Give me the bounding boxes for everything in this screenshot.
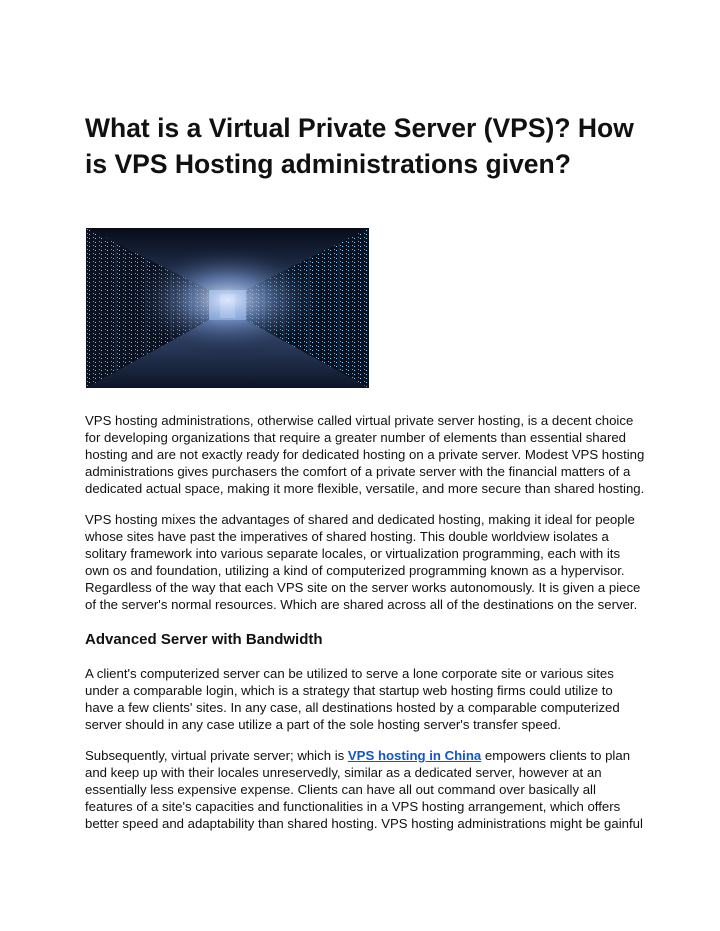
vps-hosting-china-link[interactable]: VPS hosting in China [347,748,482,763]
page-title: What is a Virtual Private Server (VPS)? How is VPS Hosting administrations given? [85,113,634,179]
paragraph-1: VPS hosting administrations, otherwise called virtual private server hosting, is a decent choice for developing organizations that require a greater number of elements than essential shared hosting and are not exactly ready for dedicated hosting on a private server. Modest VPS hosting administrations gives purchasers the comfort of a private server with the financial matters of a dedicated actual space, making it more flexible, versatile, and more secure than shared hosting. [85,413,645,496]
paragraph-2: VPS hosting mixes the advantages of shared and dedicated hosting, making it ideal for people whose sites have past the imperatives of shared hosting. This double worldview isolates a solitary framework into various separate locales, or virtualization programming, each with its own os and foundation, utilizing a kind of computerized programming known as a hypervisor. Regardless of the way that each VPS site on the server works autonomously. It is given a piece of the server's normal resources. Which are shared across all of the destinations on the server. [85,512,641,612]
paragraph-4 [85,747,645,832]
paragraph-4-text-end: empowers clients to plan and keep up with their locales unreservedly, similar as a dedicated server, however at an essentially less expensive expense. Clients can have all out command over basically all features of a site's capacities and functionalities in a VPS hosting arrangement, which offers better speed and adaptability than shared hosting. VPS hosting administrations might be gainful [85,748,643,831]
paragraph-4-text-start: Subsequently, virtual private server; which is [85,748,348,763]
paragraph-3: A client's computerized server can be utilized to serve a lone corporate site or various sites under a comparable login, which is a strategy that startup web hosting firms could utilize to have a few clients' sites. In any case, all destinations hosted by a comparable computerized server should in any case utilize a part of the sole hosting server's transfer speed. [85,666,620,732]
server-room-image [86,228,369,388]
section-heading: Advanced Server with Bandwidth [85,631,323,648]
